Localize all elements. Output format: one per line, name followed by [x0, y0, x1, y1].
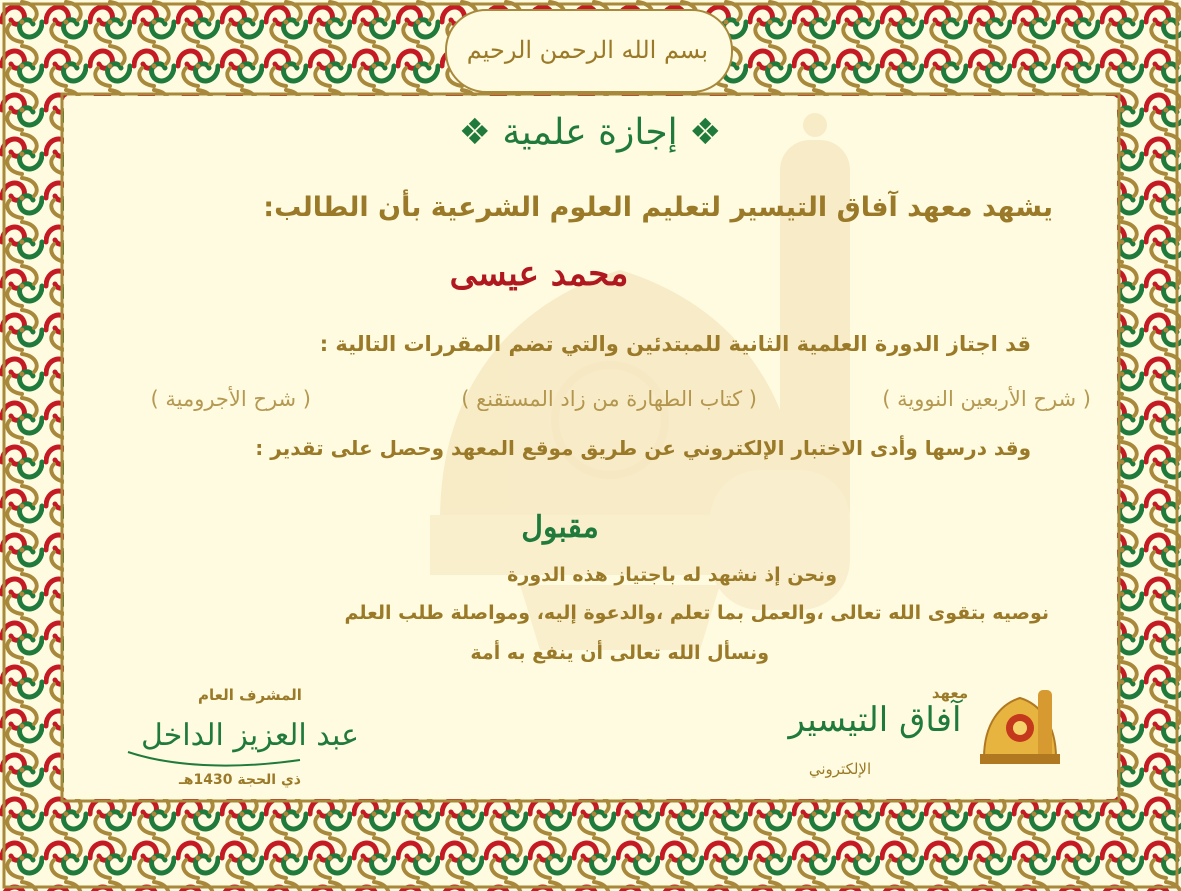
logo-top-text: معهد: [931, 684, 969, 702]
logo-bottom-text: الإلكتروني: [808, 760, 872, 778]
closing-line-2: نوصيه بتقوى الله تعالى ،والعمل بما تعلم ،والدعوة إليه، ومواصلة طلب العلم: [344, 602, 1049, 624]
logo-name: آفاق التيسير: [788, 700, 962, 740]
passed-line: قد اجتاز الدورة العلمية الثانية للمبتدئين والتي تضم المقررات التالية :: [319, 332, 1031, 356]
course-3: ( شرح الأجرومية ): [150, 387, 311, 411]
title-ornament-right-icon: ❖: [689, 112, 722, 153]
student-name: محمد عيسى: [449, 254, 629, 294]
signature-date: ذي الحجة 1430هـ: [179, 772, 301, 788]
certificate-title: [440, 112, 740, 153]
title-text: إجازة علمية: [502, 112, 678, 153]
course-2: ( كتاب الطهارة من زاد المستقنع ): [461, 387, 757, 411]
signature-role: المشرف العام: [198, 686, 302, 704]
closing-line-1: ونحن إذ نشهد له باجتياز هذه الدورة: [507, 564, 837, 586]
grade: مقبول: [521, 510, 599, 545]
certify-line: يشهد معهد آفاق التيسير لتعليم العلوم الشرعية بأن الطالب:: [263, 192, 1053, 223]
closing-line-3: ونسأل الله تعالى أن ينفع به أمة: [470, 642, 769, 664]
title-ornament-left-icon: ❖: [458, 112, 491, 153]
signature-name: عبد العزيز الداخل: [141, 718, 359, 753]
basmala: بسم الله الرحمن الرحيم: [466, 36, 708, 64]
exam-line: وقد درسها وأدى الاختبار الإلكتروني عن طريق موقع المعهد وحصل على تقدير :: [255, 436, 1031, 460]
course-1: ( شرح الأربعين النووية ): [882, 387, 1091, 411]
